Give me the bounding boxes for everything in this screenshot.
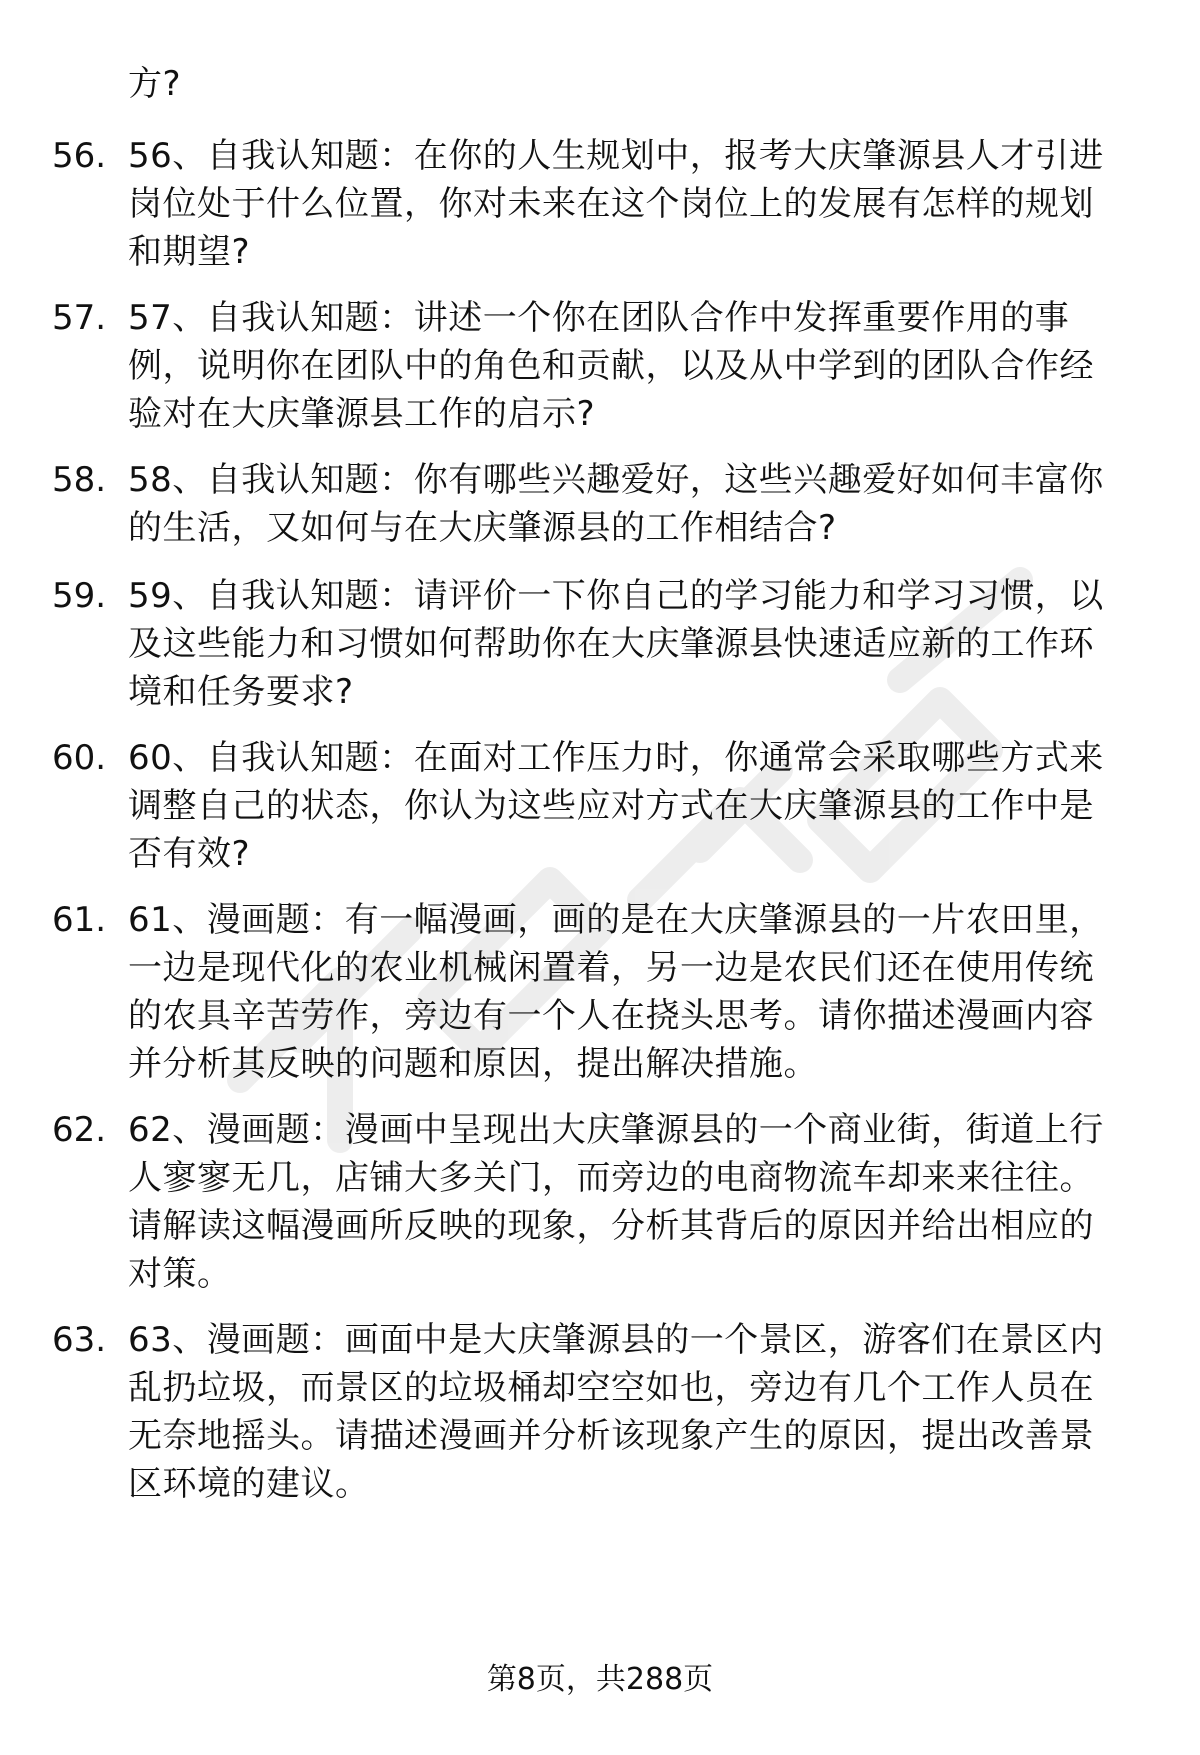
question-text <box>128 1106 1148 1298</box>
question-line: 59、自我认知题：请评价一下你自己的学习能力和学习习惯，以 <box>128 576 1104 616</box>
question-line: 和期望? <box>128 232 251 272</box>
question-number: 62. <box>52 1110 107 1150</box>
question-line: 调整自己的状态，你认为这些应对方式在大庆肇源县的工作中是 <box>128 786 1094 826</box>
question-line: 56、自我认知题：在你的人生规划中，报考大庆肇源县人才引进 <box>128 136 1104 176</box>
question-number: 59. <box>52 576 107 616</box>
question-line: 对策。 <box>128 1254 232 1294</box>
question-text <box>128 572 1148 716</box>
question-line: 的生活，又如何与在大庆肇源县的工作相结合? <box>128 508 837 548</box>
question-line: 请解读这幅漫画所反映的现象，分析其背后的原因并给出相应的 <box>128 1206 1094 1246</box>
question-line: 岗位处于什么位置，你对未来在这个岗位上的发展有怎样的规划 <box>128 184 1094 224</box>
question-line: 乱扔垃圾，而景区的垃圾桶却空空如也，旁边有几个工作人员在 <box>128 1368 1094 1408</box>
question-number: 58. <box>52 460 107 500</box>
question-text <box>128 734 1148 878</box>
question-text <box>128 294 1148 438</box>
question-number: 60. <box>52 738 107 778</box>
question-text <box>128 1316 1148 1508</box>
question-line: 区环境的建议。 <box>128 1464 370 1504</box>
question-line: 及这些能力和习惯如何帮助你在大庆肇源县快速适应新的工作环 <box>128 624 1094 664</box>
question-text <box>128 896 1148 1088</box>
question-number: 57. <box>52 298 107 338</box>
question-line: 境和任务要求? <box>128 672 354 712</box>
question-line: 60、自我认知题：在面对工作压力时，你通常会采取哪些方式来 <box>128 738 1104 778</box>
question-line: 无奈地摇头。请描述漫画并分析该现象产生的原因，提出改善景 <box>128 1416 1094 1456</box>
question-number: 56. <box>52 136 107 176</box>
continuation-text: 方? <box>128 64 182 104</box>
question-text <box>128 132 1148 276</box>
question-number: 61. <box>52 900 107 940</box>
page-footer: 第8页，共288页 <box>486 1662 714 1697</box>
question-line: 例，说明你在团队中的角色和贡献，以及从中学到的团队合作经 <box>128 346 1094 386</box>
question-line: 的农具辛苦劳作，旁边有一个人在挠头思考。请你描述漫画内容 <box>128 996 1094 1036</box>
question-line: 一边是现代化的农业机械闲置着，另一边是农民们还在使用传统 <box>128 948 1094 988</box>
question-line: 并分析其反映的问题和原因，提出解决措施。 <box>128 1044 818 1084</box>
question-text <box>128 456 1148 552</box>
question-line: 63、漫画题：画面中是大庆肇源县的一个景区，游客们在景区内 <box>128 1320 1104 1360</box>
question-line: 62、漫画题：漫画中呈现出大庆肇源县的一个商业街，街道上行 <box>128 1110 1104 1150</box>
question-line: 验对在大庆肇源县工作的启示? <box>128 394 596 434</box>
question-line: 否有效? <box>128 834 251 874</box>
question-number: 63. <box>52 1320 107 1360</box>
question-line: 58、自我认知题：你有哪些兴趣爱好，这些兴趣爱好如何丰富你 <box>128 460 1104 500</box>
question-line: 人寥寥无几，店铺大多关门，而旁边的电商物流车却来来往往。 <box>128 1158 1094 1198</box>
question-line: 57、自我认知题：讲述一个你在团队合作中发挥重要作用的事 <box>128 298 1070 338</box>
question-line: 61、漫画题：有一幅漫画，画的是在大庆肇源县的一片农田里， <box>128 900 1104 940</box>
